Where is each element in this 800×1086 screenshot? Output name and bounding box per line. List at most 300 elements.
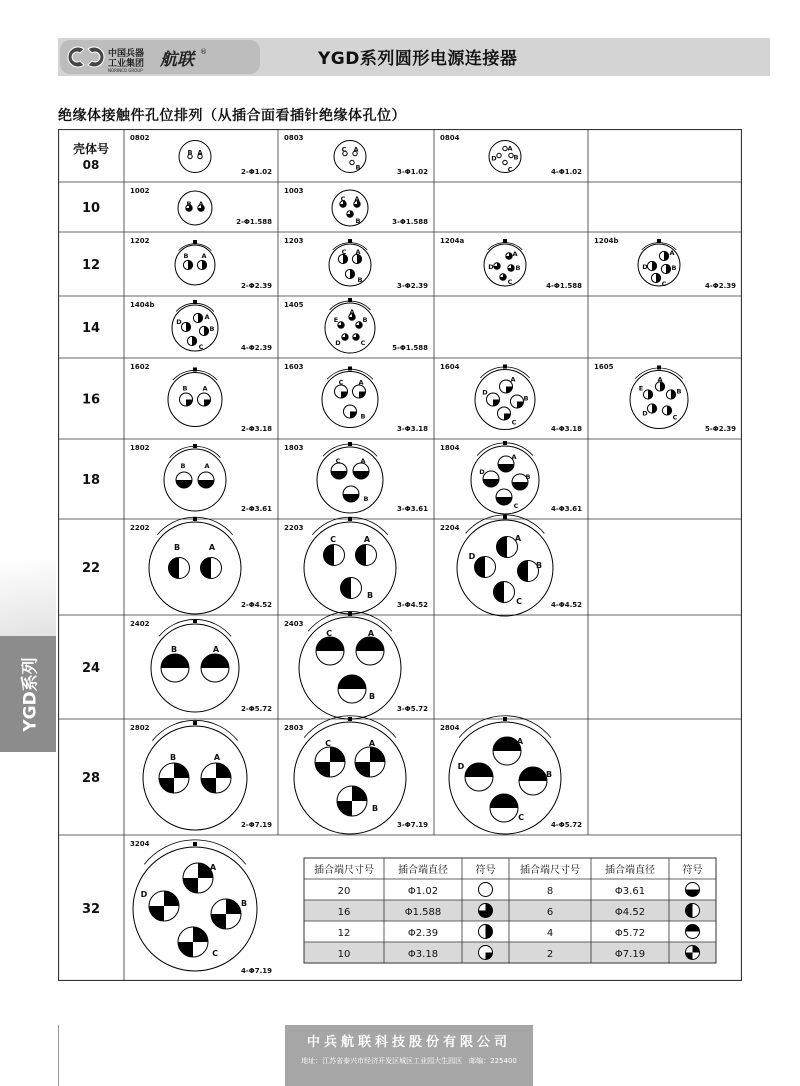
contact-fill bbox=[350, 412, 357, 419]
contact-fill bbox=[316, 637, 344, 651]
side-tab-shade bbox=[0, 560, 56, 636]
pin-label: A bbox=[198, 200, 204, 208]
shell-header-label: 壳体号 bbox=[72, 142, 110, 156]
pin-label: C bbox=[513, 502, 519, 510]
legend-symbol bbox=[686, 883, 700, 897]
legend-symbol bbox=[479, 904, 493, 918]
arrangement-spec: 4-Φ3.61 bbox=[551, 505, 582, 513]
shell-number: 14 bbox=[81, 321, 101, 336]
contact-fill bbox=[338, 675, 366, 689]
legend-size-number: 10 bbox=[337, 949, 351, 960]
logo-text-a: 中国兵器 bbox=[108, 49, 145, 59]
arrangement-spec: 5-Φ1.588 bbox=[392, 344, 428, 352]
contact-fill bbox=[164, 891, 179, 906]
key-mark bbox=[657, 366, 661, 370]
connector-face-drawing bbox=[299, 611, 401, 719]
pin-label: A bbox=[204, 462, 210, 470]
arrangement-code: 2202 bbox=[130, 524, 150, 532]
arrangement-spec: 2-Φ5.72 bbox=[241, 705, 272, 713]
logo-subtitle: NORINCO GROUP bbox=[108, 68, 143, 73]
contact-fill bbox=[504, 414, 511, 421]
connector-face-drawing bbox=[638, 239, 680, 288]
arrangement-code: 2403 bbox=[284, 620, 304, 628]
pin-label: A bbox=[507, 144, 513, 153]
legend-diameter: Φ3.18 bbox=[407, 949, 439, 960]
document-title: YGD系列圆形电源连接器 bbox=[318, 49, 518, 69]
pin-label: B bbox=[523, 394, 529, 403]
contact-fill bbox=[490, 794, 518, 808]
legend-header: 插合端尺寸号 bbox=[520, 865, 580, 876]
logo-text-b: 工业集团 bbox=[108, 59, 145, 69]
pin-label: A bbox=[511, 453, 517, 461]
key-mark bbox=[193, 368, 197, 372]
arrangement-cell bbox=[130, 300, 272, 352]
pin-label: A bbox=[360, 457, 366, 465]
shell-number: 16 bbox=[81, 392, 101, 408]
shell-outline bbox=[334, 141, 366, 173]
shell-outline bbox=[149, 522, 241, 614]
arrangement-code: 1603 bbox=[284, 363, 304, 371]
contact-arrangement-table bbox=[58, 129, 742, 981]
contact-fill bbox=[183, 878, 198, 893]
side-tab-label: YGD系列 bbox=[20, 656, 41, 732]
pin-label: D bbox=[479, 468, 485, 476]
key-mark bbox=[503, 515, 507, 519]
pin-label: D bbox=[176, 318, 182, 326]
contact-fill bbox=[352, 786, 367, 801]
connector-face-drawing bbox=[168, 368, 222, 427]
contact-fill bbox=[161, 654, 189, 668]
pin-label: A bbox=[212, 645, 220, 654]
pin-label: C bbox=[672, 413, 678, 422]
arrangement-spec: 3-Φ3.18 bbox=[397, 425, 428, 433]
table-row bbox=[73, 134, 582, 176]
arrangement-spec: 4-Φ1.588 bbox=[546, 282, 582, 290]
pin-label: B bbox=[182, 384, 188, 393]
pin-label: A bbox=[202, 384, 208, 393]
arrangement-code: 1202 bbox=[130, 237, 150, 245]
legend-header: 符号 bbox=[682, 865, 703, 876]
contact-fill bbox=[517, 402, 524, 409]
key-mark bbox=[348, 239, 352, 243]
pin-label: B bbox=[671, 264, 677, 272]
contact-fill bbox=[330, 747, 345, 762]
connector-face-drawing bbox=[457, 515, 553, 616]
pin-label: A bbox=[197, 148, 203, 157]
connector-face-drawing bbox=[475, 365, 535, 430]
table-row bbox=[82, 363, 736, 433]
arrangement-code: 2802 bbox=[130, 724, 150, 732]
pin-label: D bbox=[491, 154, 497, 163]
pin-label: B bbox=[180, 462, 186, 470]
pin-label: C bbox=[360, 339, 366, 347]
shell-number: 12 bbox=[81, 258, 101, 273]
contact-fill bbox=[359, 392, 366, 399]
key-mark bbox=[348, 298, 352, 302]
contact-hole bbox=[497, 153, 501, 157]
legend-diameter: Φ1.588 bbox=[404, 907, 442, 918]
arrangement-spec: 4-Φ2.39 bbox=[705, 282, 736, 290]
pin-label: A bbox=[368, 739, 376, 748]
pin-label: B bbox=[240, 899, 248, 908]
shell-number: 24 bbox=[81, 661, 101, 676]
contact-fill bbox=[149, 906, 164, 921]
connector-face-drawing bbox=[449, 716, 561, 834]
contact-fill bbox=[493, 400, 500, 407]
arrangement-spec: 3-Φ1.588 bbox=[392, 218, 428, 226]
shell-outline bbox=[179, 141, 211, 173]
pin-label: B bbox=[515, 264, 521, 272]
arrangement-spec: 5-Φ2.39 bbox=[705, 425, 736, 433]
arrangement-code: 1404b bbox=[130, 301, 155, 309]
contact-fill bbox=[341, 578, 352, 599]
contact-fill bbox=[475, 557, 486, 578]
pin-label: B bbox=[183, 252, 189, 260]
arrangement-cell bbox=[284, 134, 428, 176]
legend-size-number: 12 bbox=[337, 928, 351, 939]
arrangement-cell bbox=[284, 363, 428, 433]
connector-face-drawing bbox=[294, 716, 406, 834]
arrangement-cell bbox=[440, 515, 582, 616]
connector-face-drawing bbox=[317, 442, 383, 513]
arrangement-code: 0803 bbox=[284, 134, 304, 142]
shell-outline bbox=[304, 522, 396, 614]
contact-fill bbox=[686, 890, 700, 897]
contact-hole bbox=[350, 160, 354, 164]
legend-diameter: Φ1.02 bbox=[407, 886, 439, 897]
arrangement-cell bbox=[284, 298, 428, 353]
pin-label: A bbox=[516, 737, 524, 746]
connector-face-drawing bbox=[172, 300, 218, 351]
contact-fill bbox=[494, 582, 504, 603]
footer-band bbox=[285, 1025, 533, 1086]
contact-fill bbox=[216, 763, 231, 778]
arrangement-spec: 3-Φ5.72 bbox=[397, 705, 428, 713]
arrangement-code: 1203 bbox=[284, 237, 304, 245]
arrangement-cell bbox=[130, 720, 272, 830]
legend-row-shade bbox=[304, 900, 716, 921]
arrangement-spec: 4-Φ7.19 bbox=[241, 967, 272, 975]
pin-label: A bbox=[353, 145, 359, 154]
legend-symbol bbox=[479, 946, 493, 960]
arrangement-cell bbox=[130, 840, 272, 975]
pin-label: B bbox=[363, 495, 369, 503]
pin-label: A bbox=[669, 249, 675, 257]
legend-header: 插合端直径 bbox=[398, 865, 448, 876]
arrangement-code: 1002 bbox=[130, 187, 150, 195]
pin-label: A bbox=[201, 252, 207, 260]
pin-label: C bbox=[516, 597, 522, 606]
arrangement-cell bbox=[284, 187, 428, 226]
pin-label: B bbox=[187, 148, 193, 157]
arrangement-spec: 2-Φ3.61 bbox=[241, 505, 272, 513]
contact-fill bbox=[193, 927, 208, 942]
contact-fill bbox=[159, 778, 174, 793]
logo-trademark: ® bbox=[200, 48, 207, 56]
arrangement-cell bbox=[130, 517, 272, 614]
legend-header: 符号 bbox=[475, 865, 496, 876]
pin-label: A bbox=[358, 378, 364, 387]
shell-outline bbox=[317, 447, 383, 513]
legend-row-shade bbox=[304, 942, 716, 963]
contact-fill bbox=[465, 763, 493, 777]
pin-label: A bbox=[349, 308, 355, 316]
contact-fill bbox=[518, 561, 529, 582]
pin-label: A bbox=[514, 534, 522, 543]
pin-label: A bbox=[354, 195, 360, 203]
contact-fill bbox=[355, 762, 370, 777]
key-mark bbox=[193, 240, 197, 244]
arrangement-code: 1602 bbox=[130, 363, 150, 371]
table-row bbox=[82, 716, 582, 834]
pin-label: C bbox=[335, 457, 341, 465]
pin-label: A bbox=[204, 313, 210, 321]
contact-fill bbox=[486, 925, 493, 939]
contact-fill bbox=[178, 942, 193, 957]
arrangement-cell bbox=[284, 716, 428, 834]
pin-label: B bbox=[209, 325, 215, 333]
arrangement-code: 0802 bbox=[130, 134, 150, 142]
arrangement-spec: 2-Φ1.588 bbox=[236, 218, 272, 226]
arrangement-cell bbox=[594, 237, 736, 290]
key-mark bbox=[193, 619, 197, 623]
arrangement-cell bbox=[130, 619, 272, 713]
arrangement-code: 2804 bbox=[440, 724, 460, 732]
footer-company: 中兵航联科技股份有限公司 bbox=[306, 1035, 511, 1050]
contact-fill bbox=[201, 558, 212, 579]
shell-number: 08 bbox=[82, 158, 100, 172]
connector-face-drawing bbox=[329, 239, 371, 286]
connector-face-drawing bbox=[178, 191, 212, 225]
arrangement-code: 1405 bbox=[284, 301, 304, 309]
shell-number: 32 bbox=[81, 902, 101, 917]
contact-fill bbox=[356, 637, 384, 651]
arrangement-cell bbox=[440, 134, 582, 176]
contact-fill bbox=[353, 471, 369, 479]
shell-number: 22 bbox=[81, 561, 101, 576]
logo-brand: 航联 bbox=[160, 50, 194, 70]
connector-face-drawing bbox=[630, 366, 688, 429]
arrangement-code: 2203 bbox=[284, 524, 304, 532]
pin-label: C bbox=[511, 418, 517, 427]
arrangement-cell bbox=[130, 444, 272, 513]
legend-size-number: 20 bbox=[337, 886, 351, 897]
legend-size-number: 16 bbox=[337, 907, 351, 918]
legend-symbol bbox=[686, 925, 700, 939]
arrangement-spec: 4-Φ2.39 bbox=[241, 344, 272, 352]
pin-label: C bbox=[518, 813, 524, 822]
pin-label: E bbox=[638, 384, 644, 393]
connector-face-drawing bbox=[334, 141, 366, 173]
table-row bbox=[82, 840, 272, 975]
pin-label: E bbox=[333, 316, 339, 324]
arrangement-cell bbox=[130, 363, 272, 433]
contact-fill bbox=[204, 400, 211, 407]
pin-label: A bbox=[213, 753, 221, 762]
shell-outline bbox=[329, 244, 371, 286]
pin-label: B bbox=[355, 163, 361, 172]
legend-size-number: 8 bbox=[546, 886, 554, 897]
pin-label: B bbox=[525, 473, 531, 481]
contact-fill bbox=[512, 482, 528, 490]
key-mark bbox=[503, 365, 507, 369]
arrangement-spec: 4-Φ5.72 bbox=[551, 821, 582, 829]
contact-fill bbox=[176, 480, 192, 488]
contact-fill bbox=[226, 899, 241, 914]
shell-outline bbox=[168, 373, 222, 427]
pin-label: B bbox=[360, 412, 366, 421]
contact-fill bbox=[496, 497, 512, 505]
contact-fill bbox=[198, 480, 214, 488]
arrangement-cell bbox=[130, 134, 272, 176]
key-mark bbox=[193, 721, 197, 725]
arrangement-spec: 3-Φ7.19 bbox=[397, 821, 428, 829]
contact-hole bbox=[479, 883, 493, 897]
legend-diameter: Φ5.72 bbox=[614, 928, 646, 939]
contact-fill bbox=[497, 537, 508, 558]
pin-label: A bbox=[367, 629, 375, 638]
connector-face-drawing bbox=[143, 720, 247, 830]
pin-label: C bbox=[661, 280, 667, 288]
arrangement-code: 1204b bbox=[594, 237, 619, 245]
section-title: 绝缘体接触件孔位排列（从插合面看插针绝缘体孔位） bbox=[58, 108, 406, 124]
key-mark bbox=[193, 842, 197, 846]
arrangement-cell bbox=[284, 442, 428, 513]
contact-fill bbox=[483, 479, 499, 487]
contact-fill bbox=[370, 747, 385, 762]
connector-face-drawing bbox=[151, 619, 239, 712]
contact-fill bbox=[315, 762, 330, 777]
pin-label: A bbox=[657, 375, 663, 384]
pin-label: A bbox=[209, 863, 217, 872]
pin-label: C bbox=[507, 165, 513, 174]
arrangement-spec: 3-Φ3.61 bbox=[397, 505, 428, 513]
pin-label: D bbox=[642, 409, 648, 418]
legend-size-number: 4 bbox=[546, 928, 554, 939]
key-mark bbox=[657, 239, 661, 243]
legend-size-number: 2 bbox=[546, 949, 554, 960]
pin-label: D bbox=[642, 263, 648, 271]
pin-label: C bbox=[341, 248, 347, 256]
pin-label: C bbox=[198, 343, 204, 351]
pin-label: B bbox=[170, 645, 178, 654]
shell-outline bbox=[164, 449, 226, 511]
company-logo bbox=[60, 40, 260, 74]
arrangement-cell bbox=[130, 187, 272, 226]
pin-label: A bbox=[355, 248, 361, 256]
contact-fill bbox=[343, 494, 359, 502]
connector-face-drawing bbox=[471, 441, 539, 514]
pin-label: D bbox=[140, 890, 148, 899]
legend-diameter: Φ2.39 bbox=[407, 928, 439, 939]
pin-label: B bbox=[169, 753, 177, 762]
legend-diameter: Φ4.52 bbox=[614, 907, 646, 918]
arrangement-spec: 4-Φ3.18 bbox=[551, 425, 582, 433]
footer-rule bbox=[58, 1025, 59, 1086]
contact-fill bbox=[356, 545, 367, 566]
connector-face-drawing bbox=[164, 444, 226, 511]
arrangement-code: 2402 bbox=[130, 620, 150, 628]
connector-face-drawing bbox=[489, 141, 521, 174]
arrangement-code: 1804 bbox=[440, 444, 460, 452]
arrangement-spec: 3-Φ2.39 bbox=[397, 282, 428, 290]
arrangement-spec: 3-Φ4.52 bbox=[397, 601, 428, 609]
key-mark bbox=[193, 300, 197, 304]
pin-label: B bbox=[371, 804, 379, 813]
table-row bbox=[82, 515, 582, 616]
pin-label: A bbox=[208, 543, 216, 552]
shell-outline bbox=[299, 617, 401, 719]
shell-outline bbox=[322, 372, 378, 428]
key-arc bbox=[173, 370, 217, 380]
table-row bbox=[82, 611, 428, 719]
pin-label: A bbox=[363, 535, 371, 544]
shell-number: 28 bbox=[81, 771, 101, 786]
arrangement-code: 1605 bbox=[594, 363, 614, 371]
arrangement-cell bbox=[594, 363, 736, 433]
connector-face-drawing bbox=[322, 367, 378, 428]
pin-label: C bbox=[326, 629, 332, 638]
pin-label: A bbox=[510, 375, 516, 384]
arrangement-code: 1204a bbox=[440, 237, 465, 245]
connector-face-drawing bbox=[484, 239, 526, 286]
legend-header: 插合端尺寸号 bbox=[314, 865, 374, 876]
arrangement-code: 1803 bbox=[284, 444, 304, 452]
shell-outline bbox=[178, 191, 212, 225]
connector-face-drawing bbox=[175, 240, 215, 285]
table-row bbox=[82, 187, 428, 226]
key-mark bbox=[503, 441, 507, 445]
contact-fill bbox=[331, 471, 347, 479]
arrangement-spec: 3-Φ1.02 bbox=[397, 168, 428, 176]
connector-face-drawing bbox=[149, 517, 241, 614]
arrangement-cell bbox=[284, 611, 428, 719]
connector-face-drawing bbox=[133, 840, 257, 971]
legend-symbol bbox=[686, 946, 700, 960]
arrangement-spec: 2-Φ7.19 bbox=[241, 821, 272, 829]
contact-fill bbox=[506, 387, 513, 394]
pin-label: C bbox=[340, 195, 346, 203]
arrangement-cell bbox=[440, 363, 582, 433]
pin-label: C bbox=[212, 949, 218, 958]
legend-symbol bbox=[479, 925, 493, 939]
symbol-legend-table bbox=[304, 858, 716, 963]
pin-label: B bbox=[186, 200, 192, 208]
contact-fill bbox=[201, 778, 216, 793]
arrangement-cell bbox=[440, 237, 582, 290]
key-mark bbox=[348, 442, 352, 446]
arrangement-code: 0804 bbox=[440, 134, 460, 142]
table-row bbox=[82, 237, 736, 290]
table-cells bbox=[73, 134, 736, 975]
key-mark bbox=[348, 367, 352, 371]
pin-label: D bbox=[335, 339, 341, 347]
shell-number: 10 bbox=[81, 201, 101, 216]
legend-diameter: Φ3.61 bbox=[614, 886, 646, 897]
pin-label: C bbox=[325, 739, 331, 748]
arrangement-cell bbox=[440, 441, 582, 514]
pin-label: D bbox=[488, 263, 494, 271]
pin-label: A bbox=[512, 250, 518, 258]
arrangement-code: 1802 bbox=[130, 444, 150, 452]
key-mark bbox=[348, 612, 352, 616]
connector-face-drawing bbox=[325, 298, 375, 353]
connector-face-drawing bbox=[332, 190, 368, 226]
key-arc bbox=[327, 369, 373, 379]
key-mark bbox=[348, 717, 352, 721]
table-row bbox=[82, 298, 428, 353]
arrangement-spec: 2-Φ2.39 bbox=[241, 282, 272, 290]
